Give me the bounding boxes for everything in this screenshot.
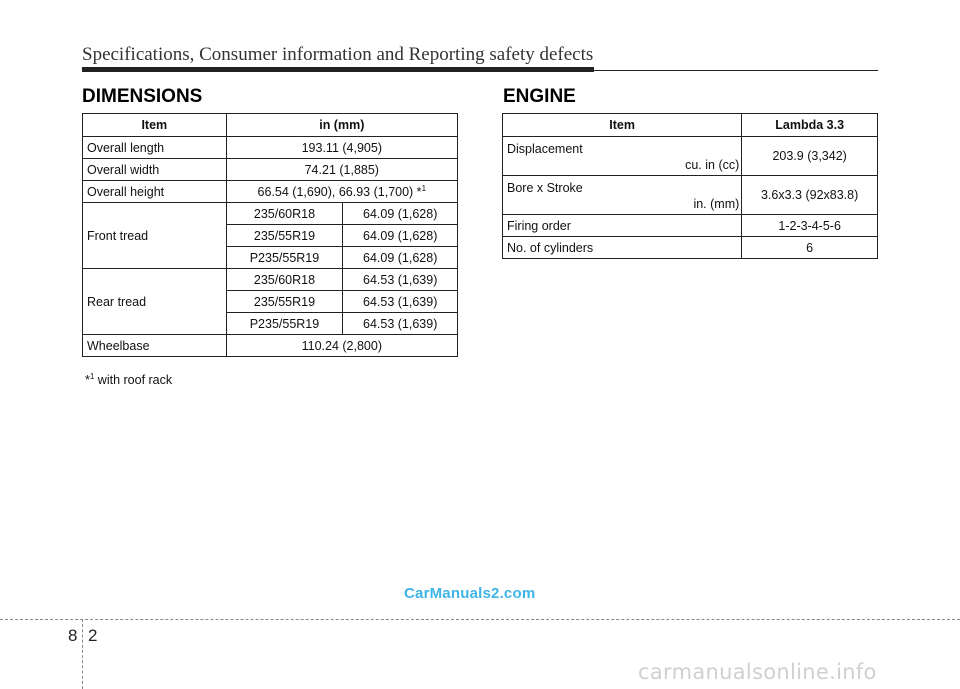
rear-tread-tire-3: P235/55R19 [226,313,343,335]
engine-header-row [503,114,878,137]
table-row [83,181,458,203]
front-tread-value-2: 64.09 (1,628) [343,225,458,247]
front-tread-value-1: 64.09 (1,628) [343,203,458,225]
displacement-label: Displacement [507,142,583,156]
bore-stroke-cell [507,176,739,214]
row-value-overall-length: 193.11 (4,905) [226,137,457,159]
engine-table [502,113,878,259]
rear-tread-value-1: 64.53 (1,639) [343,269,458,291]
row-label-firing-order: Firing order [503,215,742,237]
row-label-front-tread: Front tread [83,203,227,269]
row-value-wheelbase: 110.24 (2,800) [226,335,457,357]
table-row [503,215,878,237]
row-value-overall-width: 74.21 (1,885) [226,159,457,181]
page-number: 2 [88,626,98,645]
rear-tread-value-3: 64.53 (1,639) [343,313,458,335]
row-label-cylinders: No. of cylinders [503,237,742,259]
footer-vertical-divider [82,619,83,689]
row-value-displacement: 203.9 (3,342) [742,137,878,176]
table-row [83,335,458,357]
page-section-number: 8 [68,626,78,645]
table-row [503,137,878,176]
dimensions-title: DIMENSIONS [82,86,203,107]
carmanuals-watermark: CarManuals2.com [404,585,536,602]
header-rule-thick [82,67,594,72]
table-row [503,237,878,259]
engine-col-value: Lambda 3.3 [742,114,878,137]
engine-title: ENGINE [503,86,576,107]
footnote-star: * [85,373,90,388]
row-label-overall-height: Overall height [83,181,227,203]
page-header-title: Specifications, Consumer information and Reporting safety defects [82,44,594,65]
displacement-cell [507,137,739,175]
displacement-unit: cu. in (cc) [685,158,740,172]
row-label-overall-width: Overall width [83,159,227,181]
footer-divider [0,619,960,620]
row-value-cylinders: 6 [742,237,878,259]
dimensions-col-value: in (mm) [226,114,457,137]
dimensions-table [82,113,458,357]
overall-height-value-text: 66.54 (1,690), 66.93 (1,700) * [257,185,422,200]
front-tread-tire-3: P235/55R19 [226,247,343,269]
table-row [503,176,878,215]
footnote [85,372,172,387]
table-row [83,269,458,291]
row-value-overall-height [226,181,457,203]
row-label-rear-tread: Rear tread [83,269,227,335]
table-row [83,203,458,225]
footnote-text: with roof rack [94,373,173,388]
front-tread-tire-2: 235/55R19 [226,225,343,247]
bore-stroke-unit: in. (mm) [693,197,740,211]
row-label-wheelbase: Wheelbase [83,335,227,357]
front-tread-value-3: 64.09 (1,628) [343,247,458,269]
row-label-overall-length: Overall length [83,137,227,159]
engine-col-item: Item [503,114,742,137]
row-label-displacement [503,137,742,176]
front-tread-tire-1: 235/60R18 [226,203,343,225]
footnote-mark: 1 [421,183,427,193]
dimensions-header-row [83,114,458,137]
bottom-watermark: carmanualsonline.info [638,660,877,684]
table-row [83,159,458,181]
header-rule-thin [594,70,878,71]
rear-tread-value-2: 64.53 (1,639) [343,291,458,313]
row-value-bore-stroke: 3.6x3.3 (92x83.8) [742,176,878,215]
bore-stroke-label: Bore x Stroke [507,181,583,195]
footnote-sup: 1 [89,372,95,381]
rear-tread-tire-1: 235/60R18 [226,269,343,291]
dimensions-col-item: Item [83,114,227,137]
table-row [83,137,458,159]
rear-tread-tire-2: 235/55R19 [226,291,343,313]
row-value-firing-order: 1-2-3-4-5-6 [742,215,878,237]
row-label-bore-stroke [503,176,742,215]
